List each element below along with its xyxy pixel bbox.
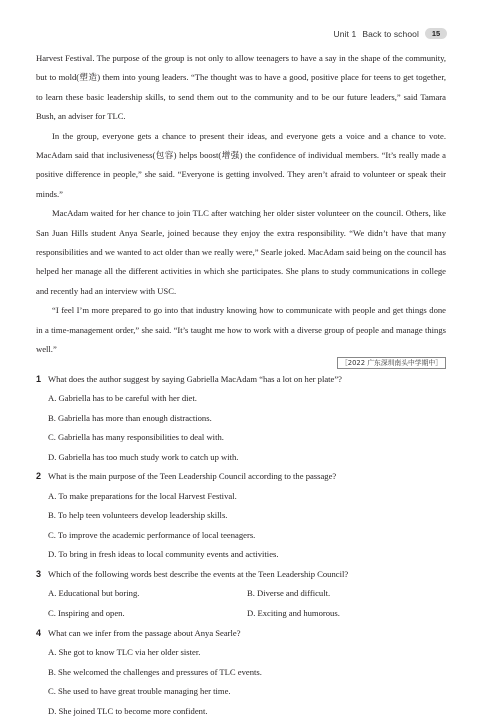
question-stem	[36, 624, 446, 643]
passage-paragraph: “I feel I’m more prepared to go into that industry knowing how to communicate with people and get things done in a time-management order,” she said. “It’s taught me how to work with a diverse group of people and manage things well.”	[36, 305, 446, 355]
question-text: Which of the following words best describe the events at the Teen Leadership Council?	[48, 569, 349, 580]
passage-paragraph: Harvest Festival. The purpose of the group is not only to allow teenagers to have a say in the shape of the community, but to mold(塑造) them into young leaders. “The thought was to have a good, positive place for teens to get together, to learn these basic leadership skills, to send them out to the community and to be our future leaders,” said Tamara Bush, an adviser for TLC.	[36, 53, 446, 122]
question-number: 3	[36, 569, 42, 580]
question-number: 1	[36, 373, 42, 384]
question-text: What can we infer from the passage about Anya Searle?	[48, 627, 241, 638]
answer-option-row	[36, 584, 446, 604]
page-header	[334, 28, 448, 39]
question-number: 4	[36, 627, 42, 638]
passage-paragraph: MacAdam waited for her chance to join TLC after watching her older sister volunteer on the council. Others, like San Juan Hills student Anya Searle, joined because they enjoy the extra responsibility. “We didn’t have that many responsibilities and we wanted to act older than we really were,” Searle joked. MacAdam said being on the council has helped her manage all the different activities in which she participates. She plans to study communications in college and recently had an interview with USC.	[36, 208, 446, 296]
answer-option: C. To improve the academic performance of local teenagers.	[48, 529, 256, 540]
answer-option: C. She used to have great trouble managing her time.	[48, 686, 231, 697]
answer-option: C. Inspiring and open.	[48, 608, 125, 619]
answer-option: B. She welcomed the challenges and pressures of TLC events.	[48, 666, 262, 677]
answer-option: B. To help teen volunteers develop leadership skills.	[48, 510, 228, 521]
passage-paragraph: In the group, everyone gets a chance to present their ideas, and everyone gets a voice and a chance to vote. MacAdam said that inclusiveness(包容) helps boost(增强) the confidence of individual members. “It’s really made a positive difference in people,” she said. “Everyone is getting involved. They aren’t afraid to volunteer or speak their minds.”	[36, 130, 446, 199]
answer-option: A. To make preparations for the local Harvest Festival.	[48, 490, 237, 501]
question	[36, 370, 446, 468]
page-body	[36, 49, 446, 721]
unit-title: Back to school	[362, 28, 419, 39]
question-stem	[36, 565, 446, 584]
answer-option: C. Gabriella has many responsibilities to deal with.	[48, 432, 224, 443]
question-stem	[36, 370, 446, 389]
page-number-badge: 15	[425, 28, 447, 39]
answer-option-row	[36, 604, 446, 624]
question-number: 2	[36, 471, 42, 482]
answer-option: A. Gabriella has to be careful with her diet.	[48, 392, 197, 403]
unit-label: Unit 1	[333, 28, 357, 39]
question	[36, 565, 446, 624]
answer-option: D. Gabriella has too much study work to catch up with.	[48, 451, 239, 462]
question-text: What does the author suggest by saying Gabriella MacAdam “has a lot on her plate”?	[48, 373, 343, 384]
source-tag	[36, 357, 446, 369]
answer-option: B. Diverse and difficult.	[247, 588, 331, 599]
answer-option: D. To bring in fresh ideas to local community events and activities.	[48, 549, 279, 560]
answer-option: A. Educational but boring.	[48, 588, 140, 599]
answer-option: A. She got to know TLC via her older sister.	[48, 647, 201, 658]
question-text: What is the main purpose of the Teen Leadership Council according to the passage?	[48, 471, 337, 482]
question	[36, 624, 446, 721]
question	[36, 467, 446, 565]
answer-option: D. Exciting and humorous.	[247, 608, 340, 619]
question-stem	[36, 467, 446, 486]
answer-option: D. She joined TLC to become more confident.	[48, 705, 208, 716]
source-tag-text: ［2022 广东深圳南头中学期中］	[337, 357, 446, 369]
answer-option: B. Gabriella has more than enough distractions.	[48, 412, 212, 423]
